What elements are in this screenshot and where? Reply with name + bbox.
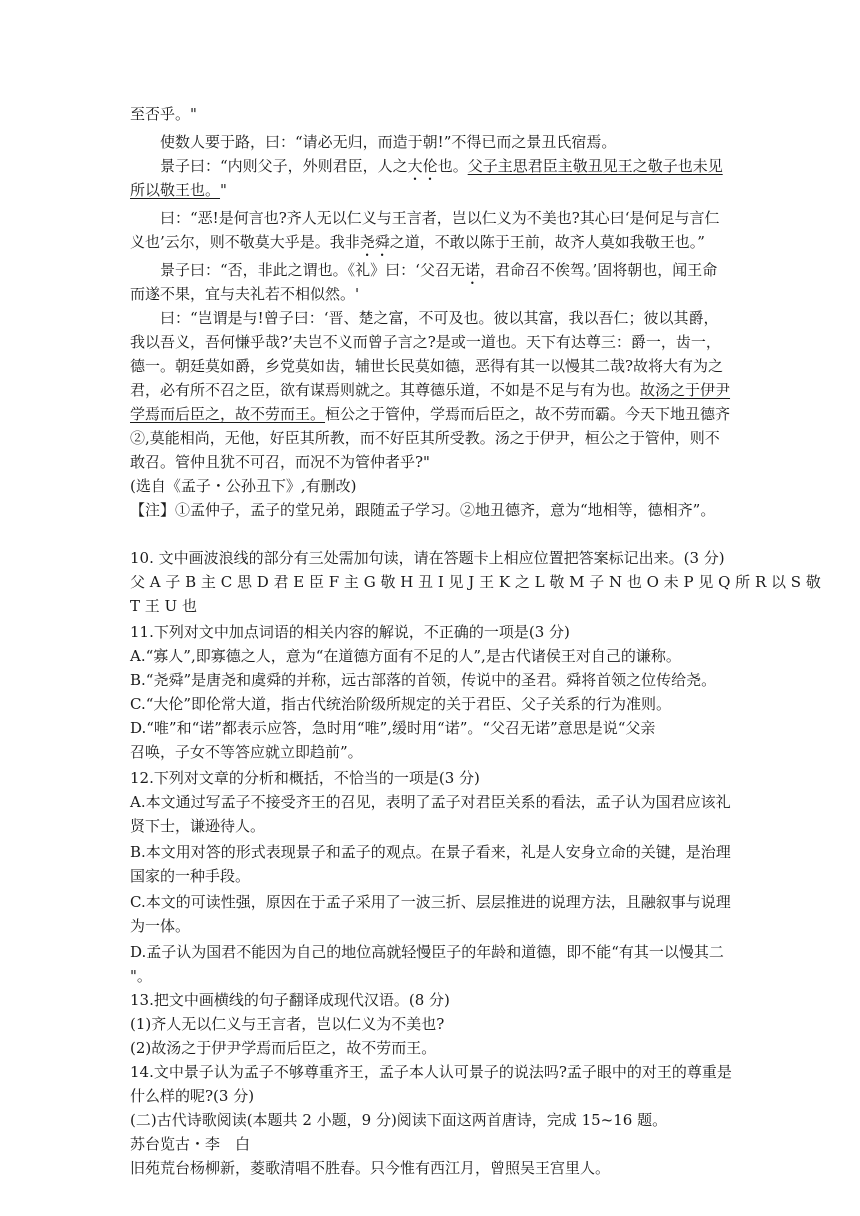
question-10-options bbox=[130, 596, 735, 616]
text: 君，必有所不召之臣，欲有谋焉则就之。其尊德乐道，不如是不足与有为也。 bbox=[130, 381, 641, 399]
text: 曰：“恶!是何言也?齐人无以仁义与王言者，岂以仁义为不美也?其心曰‘是何足与言仁 bbox=[160, 209, 720, 227]
text: ②,莫能相尚，无他，好臣其所教，而不好臣其所受教。汤之于伊尹，桓公之于管仲，则不 bbox=[130, 429, 720, 447]
option-b bbox=[130, 670, 735, 690]
poem-title bbox=[130, 1134, 735, 1154]
text-line bbox=[130, 380, 735, 400]
underlined-sentence: 学焉而后臣之，故不劳而王。 bbox=[130, 405, 326, 423]
text: 也。 bbox=[437, 157, 468, 175]
text-line bbox=[130, 180, 735, 200]
poem-body bbox=[130, 1158, 735, 1178]
text: 14.文中景子认为孟子不够尊重齐王，孟子本人认可景子的说法吗?孟子眼中的对王的尊重是 bbox=[130, 1063, 732, 1081]
option-d-cont bbox=[130, 966, 735, 986]
text: A.本文通过写孟子不接受齐王的召见，表明了孟子对君臣关系的看法，孟子认为国君应该礼 bbox=[130, 793, 731, 811]
text: B.本文用对答的形式表现景子和孟子的观点。在景子看来，礼是人安身立命的关键，是治理 bbox=[130, 843, 731, 861]
dotted-word: 大伦 bbox=[407, 157, 438, 175]
text: 而遂不果，宜与夫礼若不相似然。' bbox=[130, 285, 360, 303]
question-13-item-2 bbox=[130, 1038, 735, 1058]
text: 曰：“岂谓是与!曾子曰：‘晋、楚之富，不可及也。彼以其富，我以吾仁；彼以其爵， bbox=[160, 309, 719, 327]
text: D.孟子认为国君不能因为自己的地位高就轻慢臣子的年龄和道德，即不能“有其一以慢其二 bbox=[130, 943, 724, 961]
text: 景子曰：“否，非此之谓也。《礼》曰：‘父召无 bbox=[160, 261, 465, 279]
option-a-cont bbox=[130, 816, 735, 836]
text: T 王 U 也 bbox=[130, 597, 197, 615]
text: 12.下列对文章的分析和概括，不恰当的一项是(3 分) bbox=[130, 769, 480, 787]
option-a bbox=[130, 792, 735, 812]
text: 义也’云尔，则不敬莫大乎是。我非 bbox=[130, 233, 360, 251]
option-c bbox=[130, 694, 735, 714]
text: C.本文的可读性强，原因在于孟子采用了一波三折、层层推进的说理方法，且融叙事与说理 bbox=[130, 893, 731, 911]
wavy-line-sentence: 父子主思君臣主敬丑见王之敬子也未见 bbox=[467, 157, 723, 175]
text: 之道，不敢以陈于王前，故齐人莫如我敬王也。” bbox=[389, 233, 705, 251]
question-10-options bbox=[130, 572, 821, 592]
question-10 bbox=[130, 548, 735, 568]
option-b-cont bbox=[130, 866, 735, 886]
wavy-line-sentence: 所以敬王也。 bbox=[130, 181, 221, 199]
text: 为一体。 bbox=[130, 917, 191, 935]
question-13-item-1 bbox=[130, 1014, 735, 1034]
text: C.“大伦”即伦常大道，指古代统治阶级所规定的关于君臣、父子关系的行为准则。 bbox=[130, 695, 672, 713]
question-11 bbox=[130, 622, 735, 642]
text: 13.把文中画横线的句子翻译成现代汉语。(8 分) bbox=[130, 991, 450, 1009]
text: ，君命召不俟驾。’固将朝也，闻王命 bbox=[479, 261, 718, 279]
question-12 bbox=[130, 768, 735, 788]
option-c bbox=[130, 892, 735, 912]
text: 11.下列对文中加点词语的相关内容的解说，不正确的一项是(3 分) bbox=[130, 623, 570, 641]
text: 景子曰：“内则父子，外则君臣，人之 bbox=[160, 157, 408, 175]
option-d-cont bbox=[130, 742, 735, 762]
text: 我以吾义，吾何慊乎哉?’夫岂不义而曾子言之?是或一道也。天下有达尊三：爵一，齿一， bbox=[130, 333, 721, 351]
text-line bbox=[130, 404, 735, 424]
text: "。 bbox=[130, 967, 152, 985]
dotted-word: 诺 bbox=[464, 261, 480, 279]
text: (选自《孟子・公孙丑下》,有删改) bbox=[130, 477, 357, 495]
text-line bbox=[130, 232, 735, 260]
text: 国家的一种手段。 bbox=[130, 867, 251, 885]
text: (1)齐人无以仁义与王言者，岂以仁义为不美也? bbox=[130, 1015, 445, 1033]
text: (2)故汤之于伊尹学焉而后臣之，故不劳而王。 bbox=[130, 1039, 437, 1057]
text: 至否乎。" bbox=[130, 105, 197, 123]
text-line bbox=[130, 104, 735, 124]
dotted-word: 尧舜 bbox=[359, 233, 390, 251]
text-line bbox=[130, 476, 735, 496]
option-b bbox=[130, 842, 735, 862]
section-heading bbox=[130, 1110, 735, 1130]
text-line bbox=[130, 284, 735, 304]
text: 召唤，子女不等答应就立即趋前”。 bbox=[130, 743, 363, 761]
text: 桓公之于管仲，学焉而后臣之，故不劳而霸。今天下地丑德齐 bbox=[325, 405, 731, 423]
text: 德一。朝廷莫如爵，乡党莫如齿，辅世长民莫如德，恶得有其一以慢其二哉?故将大有为之 bbox=[130, 357, 724, 375]
text: 【注】①孟仲子，孟子的堂兄弟，跟随孟子学习。②地丑德齐，意为“地相等，德相齐”。 bbox=[130, 501, 716, 519]
text: 贤下士，谦逊待人。 bbox=[130, 817, 266, 835]
source-note bbox=[130, 500, 735, 520]
text: 敢召。管仲且犹不可召，而况不为管仲者乎?" bbox=[130, 453, 430, 471]
text: 苏台览古・李 白 bbox=[130, 1135, 251, 1153]
option-a bbox=[130, 646, 735, 666]
option-d bbox=[130, 718, 735, 738]
text: D.“唯”和“诺”都表示应答，急时用“唯”,缓时用“诺”。“父召无诺”意思是说“父亲 bbox=[130, 719, 656, 737]
text: 使数人要于路，曰：“请必无归，而造于朝!”不得已而之景丑氏宿焉。 bbox=[160, 133, 617, 151]
text: 旧苑荒台杨柳新，菱歌清唱不胜春。只今惟有西江月，曾照吴王宫里人。 bbox=[130, 1159, 611, 1177]
question-13 bbox=[130, 990, 735, 1010]
text: A.“寡人”,即寡德之人，意为“在道德方面有不足的人”,是古代诸侯王对自己的谦称。 bbox=[130, 647, 681, 665]
text: 什么样的呢?(3 分) bbox=[130, 1087, 255, 1105]
question-14 bbox=[130, 1062, 735, 1082]
text: B.“尧舜”是唐尧和虞舜的并称，远古部落的首领，传说中的圣君。舜将首领之位传给尧。 bbox=[130, 671, 717, 689]
text: (二)古代诗歌阅读(本题共 2 小题，9 分)阅读下面这两首唐诗，完成 15~16 题。 bbox=[130, 1111, 668, 1129]
text-line bbox=[130, 356, 735, 376]
text-line bbox=[130, 428, 735, 448]
question-14-cont bbox=[130, 1086, 735, 1106]
text-line bbox=[160, 132, 765, 152]
underlined-sentence: 故汤之于伊尹 bbox=[640, 381, 731, 399]
text-line bbox=[160, 208, 765, 228]
option-d bbox=[130, 942, 735, 962]
text-line bbox=[130, 332, 735, 352]
text-line bbox=[130, 452, 735, 472]
text-line bbox=[160, 308, 765, 328]
option-c-cont bbox=[130, 916, 735, 936]
text: 父 A 子 B 主 C 思 D 君 E 臣 F 主 G 敬 H 丑 I 见 J 王 K 之 L 敬 M 子 N 也 O 未 P 见 Q 所 R 以 S 敬 bbox=[130, 573, 821, 591]
text: 10. 文中画波浪线的部分有三处需加句读，请在答题卡上相应位置把答案标记出来。(3 分) bbox=[130, 549, 725, 567]
text: " bbox=[220, 181, 227, 199]
